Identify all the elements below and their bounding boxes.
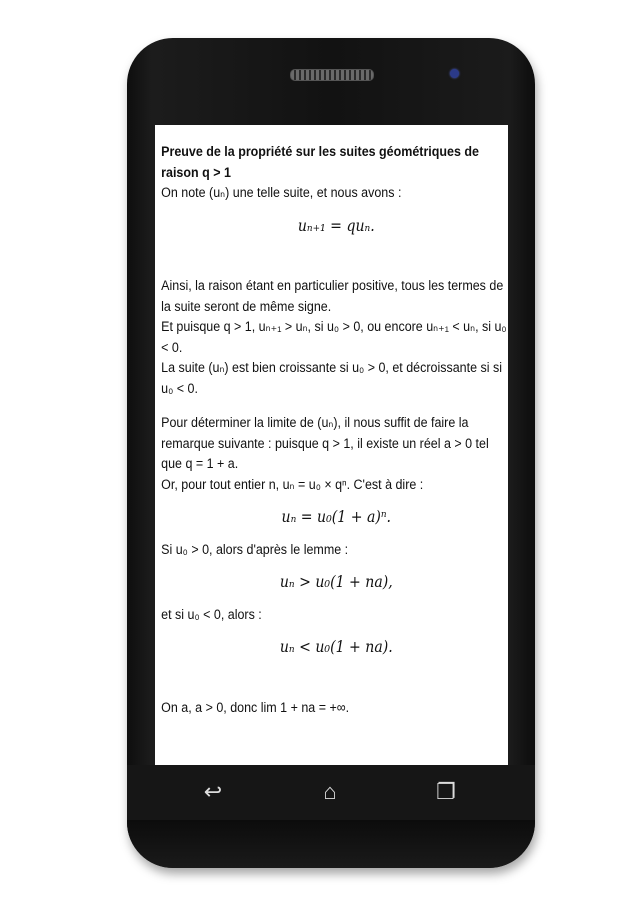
paragraph-limit: Pour déterminer la limite de (uₙ), il nous suffit de faire la remarque suivante : puisque q > 1, il existe un réel a > 0 tel que q = 1 + a.	[161, 415, 489, 472]
home-icon[interactable]: ⌂	[323, 779, 337, 804]
equation-lemma-negative: uₙ < u₀(1 + na).	[279, 637, 393, 656]
proof-title: Preuve de la propriété sur les suites géométriques de raison q > 1	[161, 144, 479, 181]
front-camera	[450, 69, 459, 78]
paragraph-explicit: Or, pour tout entier n, uₙ = u₀ × qⁿ. C'est à dire :	[161, 476, 424, 493]
paragraph-intro: On note (uₙ) une telle suite, et nous avons :	[161, 185, 402, 201]
paragraph-comparison: Et puisque q > 1, uₙ₊₁ > uₙ, si u₀ > 0, ou encore uₙ₊₁ < uₙ, si u₀ < 0.	[161, 319, 507, 356]
navigation-bar	[127, 765, 535, 820]
speaker-grille	[290, 69, 374, 81]
back-icon[interactable]: ↩	[203, 779, 223, 804]
paragraph-lemma: Si u₀ > 0, alors d'après le lemme :	[161, 541, 349, 558]
paragraph-monotonic: La suite (uₙ) est bien croissante si u₀ > 0, et décroissante si si u₀ < 0.	[161, 360, 502, 397]
phone-chin	[127, 820, 535, 868]
paragraph-conclusion: On a, a > 0, donc lim 1 + na = +∞.	[161, 699, 350, 716]
equation-explicit: uₙ = u₀(1 + a)ⁿ.	[281, 507, 392, 526]
paragraph-sign: Ainsi, la raison étant en particulier positive, tous les termes de la suite seront de même signe.	[161, 278, 504, 315]
phone-frame	[127, 38, 535, 868]
equation-lemma-positive: uₙ > u₀(1 + na),	[279, 572, 393, 591]
equation-recurrence: uₙ₊₁ = quₙ.	[297, 215, 375, 235]
paragraph-negative: et si u₀ < 0, alors :	[161, 606, 262, 623]
screen[interactable]	[155, 125, 508, 765]
recents-icon[interactable]: ❐	[436, 779, 456, 804]
document-content	[155, 125, 508, 718]
